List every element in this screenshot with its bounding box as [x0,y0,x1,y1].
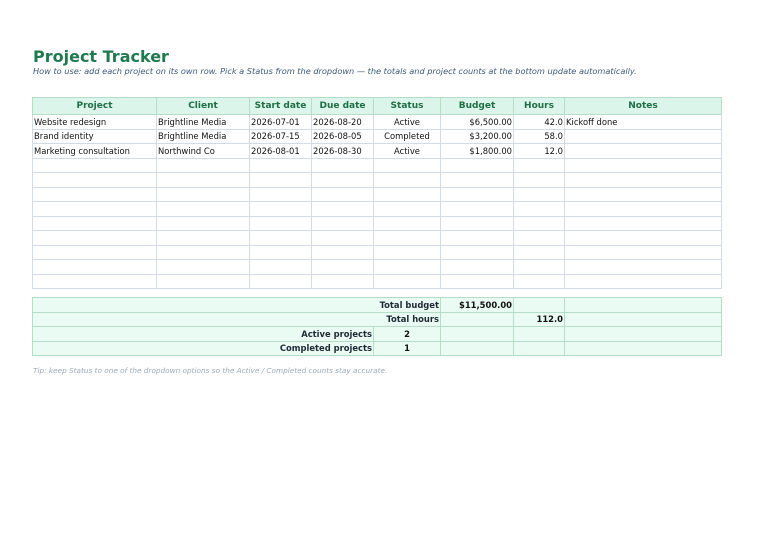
start-date-cell[interactable]: 2026-07-15 [250,129,312,144]
budget-cell[interactable] [441,216,514,231]
client-cell[interactable]: Brightline Media [157,115,250,130]
due-date-cell[interactable] [312,245,374,260]
totals-empty-cell[interactable] [441,312,514,327]
budget-cell[interactable] [441,231,514,246]
status-cell[interactable] [374,187,441,202]
project-cell[interactable]: Website redesign [33,115,157,130]
budget-cell[interactable]: $6,500.00 [441,115,514,130]
active-projects-row [33,327,722,342]
client-cell[interactable] [157,216,250,231]
due-date-cell[interactable] [312,231,374,246]
client-cell[interactable] [157,260,250,275]
completed-projects-label: Completed projects [33,341,374,356]
totals-empty-cell[interactable] [441,327,514,342]
column-header-hours[interactable]: Hours [514,98,565,115]
completed-projects-value[interactable]: 1 [374,341,441,356]
total-budget-label: Total budget [33,298,441,313]
status-cell[interactable] [374,173,441,188]
active-projects-value[interactable]: 2 [374,327,441,342]
notes-cell[interactable]: Kickoff done [565,115,722,130]
start-date-cell[interactable] [250,187,312,202]
total-hours-row [33,312,722,327]
project-cell[interactable] [33,202,157,217]
project-cell[interactable] [33,231,157,246]
column-header-client[interactable]: Client [157,98,250,115]
notes-cell[interactable] [565,274,722,289]
table-row [33,274,722,289]
status-cell[interactable]: Active [374,115,441,130]
totals-empty-cell[interactable] [514,341,565,356]
budget-cell[interactable] [441,274,514,289]
hours-cell[interactable] [514,173,565,188]
project-cell[interactable] [33,245,157,260]
column-header-project[interactable]: Project [33,98,157,115]
header-row [33,98,722,115]
budget-cell[interactable]: $3,200.00 [441,129,514,144]
hours-cell[interactable] [514,245,565,260]
hours-cell[interactable] [514,158,565,173]
notes-cell[interactable] [565,260,722,275]
totals-empty-cell[interactable] [441,341,514,356]
status-cell[interactable] [374,274,441,289]
column-header-due-date[interactable]: Due date [312,98,374,115]
tip-text: Tip: keep Status to one of the dropdown options so the Active / Completed counts stay accurate. [33,366,388,375]
table-row [33,216,722,231]
status-cell[interactable]: Completed [374,129,441,144]
hours-cell[interactable] [514,202,565,217]
column-header-start-date[interactable]: Start date [250,98,312,115]
totals-empty-cell[interactable] [565,341,722,356]
table-row [33,245,722,260]
due-date-cell[interactable] [312,187,374,202]
total-hours-label: Total hours [33,312,441,327]
start-date-cell[interactable] [250,231,312,246]
client-cell[interactable] [157,173,250,188]
total-budget-row [33,298,722,313]
budget-cell[interactable]: $1,800.00 [441,144,514,159]
due-date-cell[interactable] [312,158,374,173]
start-date-cell[interactable] [250,274,312,289]
due-date-cell[interactable]: 2026-08-30 [312,144,374,159]
project-cell[interactable] [33,173,157,188]
status-cell[interactable] [374,158,441,173]
start-date-cell[interactable] [250,158,312,173]
status-cell[interactable] [374,260,441,275]
client-cell[interactable] [157,245,250,260]
due-date-cell[interactable] [312,173,374,188]
project-cell[interactable] [33,260,157,275]
status-cell[interactable] [374,202,441,217]
budget-cell[interactable] [441,245,514,260]
totals-empty-cell[interactable] [514,327,565,342]
hours-cell[interactable] [514,260,565,275]
start-date-cell[interactable] [250,260,312,275]
start-date-cell[interactable] [250,202,312,217]
page-title: Project Tracker [33,47,169,66]
table-row [33,231,722,246]
notes-cell[interactable] [565,202,722,217]
notes-cell[interactable] [565,231,722,246]
column-header-notes[interactable]: Notes [565,98,722,115]
total-hours-value[interactable]: 112.0 [514,312,565,327]
table-row [33,144,722,159]
instructions-text: How to use: add each project on its own row. Pick a Status from the dropdown — the totals and project counts at the bottom update automatically. [33,66,637,76]
active-projects-label: Active projects [33,327,374,342]
budget-cell[interactable] [441,202,514,217]
budget-cell[interactable] [441,158,514,173]
completed-projects-row [33,341,722,356]
client-cell[interactable] [157,187,250,202]
table-row [33,129,722,144]
client-cell[interactable] [157,158,250,173]
hours-cell[interactable] [514,274,565,289]
total-budget-value[interactable]: $11,500.00 [441,298,514,313]
due-date-cell[interactable] [312,216,374,231]
start-date-cell[interactable] [250,245,312,260]
status-cell[interactable] [374,231,441,246]
status-cell[interactable]: Active [374,144,441,159]
hours-cell[interactable]: 58.0 [514,129,565,144]
client-cell[interactable] [157,202,250,217]
totals-table [32,297,722,356]
start-date-cell[interactable]: 2026-08-01 [250,144,312,159]
project-cell[interactable]: Marketing consultation [33,144,157,159]
notes-cell[interactable] [565,245,722,260]
notes-cell[interactable] [565,144,722,159]
notes-cell[interactable] [565,173,722,188]
notes-cell[interactable] [565,158,722,173]
table-row [33,115,722,130]
table-row [33,260,722,275]
totals-empty-cell[interactable] [565,298,722,313]
due-date-cell[interactable] [312,274,374,289]
project-cell[interactable] [33,274,157,289]
totals-empty-cell[interactable] [514,298,565,313]
totals-empty-cell[interactable] [565,327,722,342]
project-cell[interactable] [33,216,157,231]
client-cell[interactable]: Brightline Media [157,129,250,144]
column-header-budget[interactable]: Budget [441,98,514,115]
project-cell[interactable] [33,158,157,173]
project-rows [33,115,722,289]
start-date-cell[interactable] [250,216,312,231]
start-date-cell[interactable] [250,173,312,188]
column-header-status[interactable]: Status [374,98,441,115]
hours-cell[interactable]: 42.0 [514,115,565,130]
project-cell[interactable] [33,187,157,202]
client-cell[interactable] [157,274,250,289]
status-cell[interactable] [374,216,441,231]
budget-cell[interactable] [441,260,514,275]
table-row [33,173,722,188]
hours-cell[interactable] [514,231,565,246]
hours-cell[interactable] [514,187,565,202]
table-row [33,202,722,217]
hours-cell[interactable] [514,216,565,231]
table-row [33,158,722,173]
due-date-cell[interactable] [312,260,374,275]
status-cell[interactable] [374,245,441,260]
due-date-cell[interactable]: 2026-08-20 [312,115,374,130]
notes-cell[interactable] [565,187,722,202]
totals-empty-cell[interactable] [565,312,722,327]
due-date-cell[interactable]: 2026-08-05 [312,129,374,144]
budget-cell[interactable] [441,187,514,202]
client-cell[interactable] [157,231,250,246]
start-date-cell[interactable]: 2026-07-01 [250,115,312,130]
notes-cell[interactable] [565,129,722,144]
due-date-cell[interactable] [312,202,374,217]
budget-cell[interactable] [441,173,514,188]
hours-cell[interactable]: 12.0 [514,144,565,159]
notes-cell[interactable] [565,216,722,231]
project-cell[interactable]: Brand identity [33,129,157,144]
client-cell[interactable]: Northwind Co [157,144,250,159]
table-row [33,187,722,202]
project-table [32,97,722,289]
